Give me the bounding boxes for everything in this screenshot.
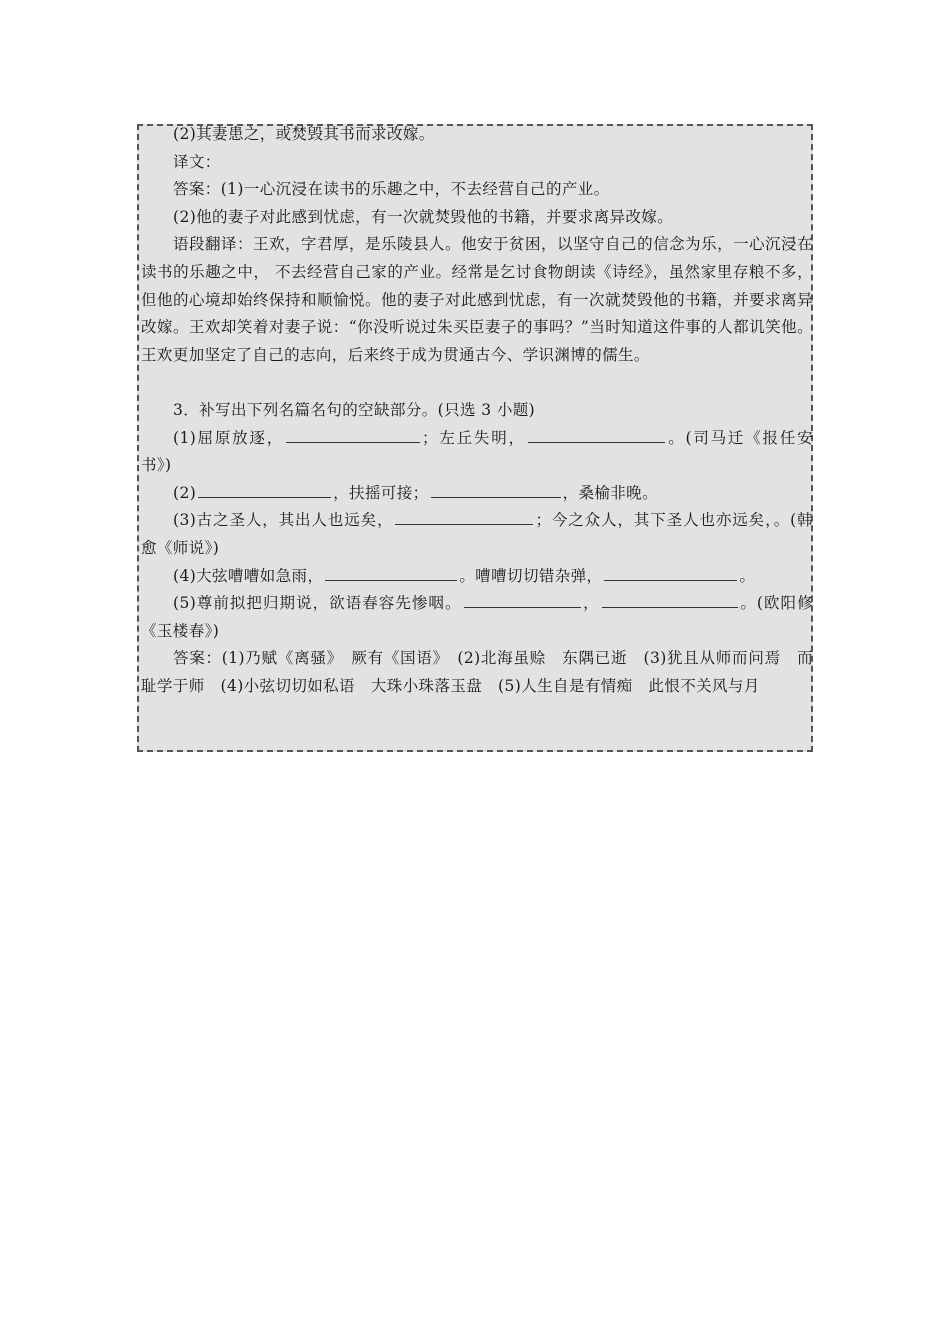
item-text: 。(欧阳修《玉楼春》) [141,594,813,640]
passage-translation: 语段翻译：王欢，字君厚，是乐陵县人。他安于贫困，以坚守自己的信念为乐，一心沉浸在读书的乐趣之中， 不去经营自己家的产业。经常是乞讨食物朗读《诗经》，虽然家里存粮不多，但他的心境却始终保持和顺愉悦。他的妻子对此感到忧虑，有一次就焚毁他的书籍，并要求离异改嫁。王欢却笑着对妻子说：“你没听说过朱买臣妻子的事吗？”当时知道这件事的人都讥笑他。王欢更加坚定了自己的志向，后来终于成为贯通古今、学识渊博的儒生。 [141,235,813,364]
item-text: 。 [739,566,756,585]
question-3-answer: 答案：(1)乃赋《离骚》 厥有《国语》 (2)北海虽赊 东隅已逝 (3)犹且从师而问焉 而耻学于师 (4)小弦切切如私语 大珠小珠落玉盘 (5)人生自是有情痴 此恨不关风与月 [141,649,813,695]
fill-blank [464,591,581,608]
question-item-2 [141,480,813,508]
item-text: ；左丘失明， [422,428,526,447]
fill-blank [431,481,561,498]
fill-blank [602,591,738,608]
question-item-1 [141,425,813,480]
item-text: ；今之众人，其下圣人也亦远矣， [535,511,774,530]
item-text: 。(韩愈《师说》) [141,511,813,557]
question-item-3 [141,507,813,562]
question-item-4 [141,563,813,591]
item-text: (4)大弦嘈嘈如急雨， [173,566,324,585]
fill-blank [325,564,457,581]
document-content [141,121,813,700]
fill-blank [528,426,665,443]
question-item-5 [141,590,813,645]
item-text: 。(司马迁《报任安书》) [141,428,814,475]
item-text: (2) [173,483,197,502]
fill-blank [604,564,737,581]
translation-item-2: (2)其妻患之，或焚毁其书而求改嫁。 [173,125,435,143]
fill-blank [395,508,533,525]
item-text: ， [582,594,600,613]
item-text: (1)屈原放逐， [173,428,285,447]
item-text: 。嘈嘈切切错杂弹， [459,566,603,585]
item-text: ，桑榆非晚。 [562,483,658,502]
item-text: (5)尊前拟把归期说，欲语春容先惨咽。 [173,594,462,613]
answer-1: 答案：(1)一心沉浸在读书的乐趣之中，不去经营自己的产业。 [173,180,610,199]
translation-label: 译文： [173,152,221,171]
fill-blank [286,426,420,443]
question-3-title: 3．补写出下列名篇名句的空缺部分。(只选 3 小题) [173,400,536,419]
item-text: (3)古之圣人，其出人也远矣， [173,511,394,530]
spacer [141,369,813,397]
item-text: ，扶摇可接； [333,483,429,502]
fill-blank [198,481,331,498]
answer-2: (2)他的妻子对此感到忧虑，有一次就焚毁他的书籍，并要求离异改嫁。 [173,207,674,226]
